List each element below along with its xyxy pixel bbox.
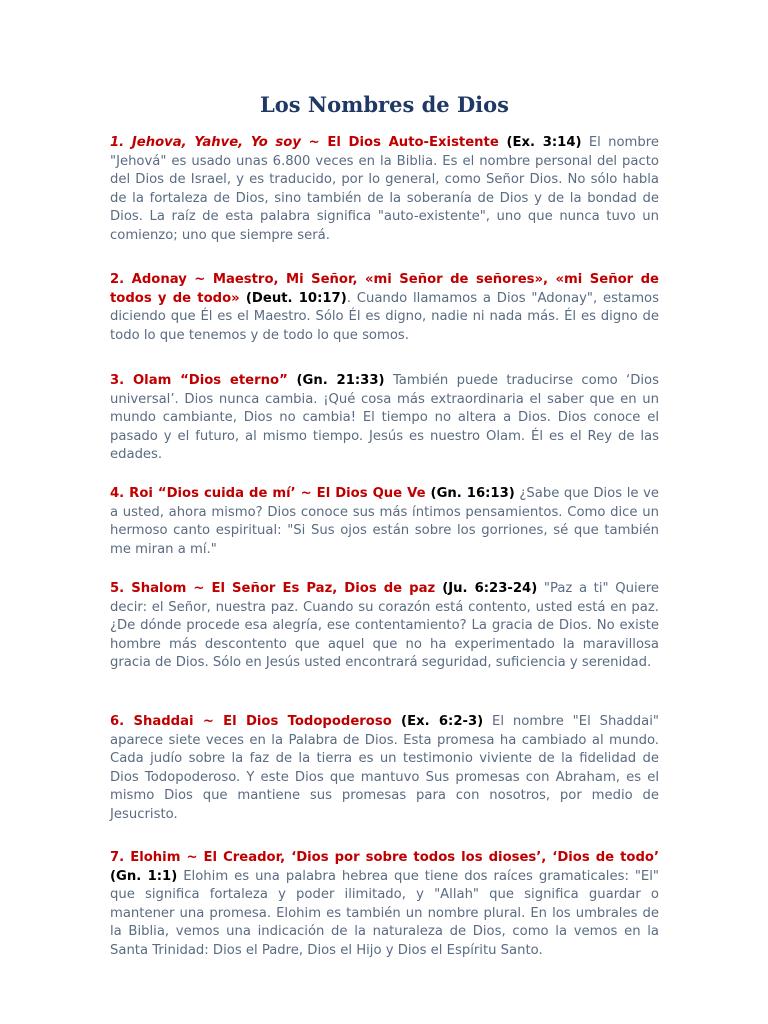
entry-name-subtitle: ~ El Dios Auto-Existente [300,135,499,150]
entry-text: El nombre "Jehová" es usado unas 6.800 veces en la Biblia. Es el nombre personal del pacto del Dios de Israel, y es traducido, por lo general, como Señor Dios. No sólo habla de la fortaleza de Dios, sino también de la soberanía de Dios y de la bondad de Dios. La raíz de esta palabra significa "auto-existente", uno que nunca tuvo un comienzo; uno que siempre será. [110,135,659,243]
entry-adonay [110,271,659,345]
entry-text: También puede traducirse como ‘Dios universal’. Dios nunca cambia. ¡Qué cosa más extraordinaria el saber que en un mundo cambiante, Dios no cambia! El tiempo no altera a Dios. Dios conoce el pasado y el futuro, al mismo tiempo. Jesús es nuestro Olam. Él es el Rey de las edades. [110,373,659,463]
entry-text: ¿Sabe que Dios le ve a usted, ahora mismo? Dios conoce sus más íntimos pensamientos. Como dice un hermoso canto espiritual: "Si Sus ojos están sobre los gorriones, sé que también me miran a mí." [110,486,659,557]
entry-jehova [110,134,659,246]
entry-reference: (Deut. 10:17) [239,290,347,306]
entry-name: 6. Shaddai ~ El Dios Todopoderoso [110,714,392,729]
entry-reference: (Gn. 1:1) [110,868,178,884]
entry-olam [110,372,659,465]
entry-reference: (Ju. 6:23-24) [435,581,538,596]
entry-name: 5. Shalom ~ El Señor Es Paz, Dios de paz [110,581,436,596]
entry-name: 7. Elohim ~ El Creador, ‘Dios por sobre todos los dioses’, ‘Dios de todo’ [110,850,659,865]
entry-name: 1. Jehova, Yahve, Yo soy [110,135,301,150]
entry-reference: (Ex. 3:14) [498,135,582,150]
entry-reference: (Ex. 6:2-3) [391,714,484,729]
entry-shaddai [110,713,659,825]
page-title: Los Nombres de Dios [260,92,509,117]
entry-name: 4. Roi “Dios cuida de mí’ ~ El Dios Que Ve [110,486,426,501]
entry-reference: (Gn. 21:33) [287,373,385,388]
entry-name: 2. Adonay ~ Maestro, Mi Señor, «mi Señor de señores», «mi Señor de todos y de todo» [110,272,659,306]
entry-text: "Paz a ti" Quiere decir: el Señor, nuestra paz. Cuando su corazón está contento, usted está en paz. ¿De dónde procede esa alegría, ese contentamiento? La gracia de Dios. No existe hombre más descontento que aquel que no ha experimentado la maravillosa gracia de Dios. Sólo en Jesús usted encontrará seguridad, suficiencia y serenidad. [110,581,659,671]
entry-shalom [110,580,659,673]
entry-text: . Cuando llamamos a Dios "Adonay", estamos diciendo que Él es el Maestro. Sólo Él es digno, nadie ni nada más. Él es digno de todo lo que tenemos y de todo lo que somos. [110,290,659,343]
entry-name: 3. Olam “Dios eterno” [110,373,288,388]
entry-roi [110,485,659,559]
entry-text: Elohim es una palabra hebrea que tiene dos raíces gramaticales: "El" que significa fortaleza y poder ilimitado, y "Allah" que significa guardar o mantener una promesa. Elohim es también un nombre plural. En los umbrales de la Biblia, vemos una indicación de la naturaleza de Dios, como la vemos en la Santa Trinidad: Dios el Padre, Dios el Hijo y Dios el Espíritu Santo. [110,868,659,958]
entry-reference: (Gn. 16:13) [425,486,515,501]
entry-text: El nombre "El Shaddai" aparece siete veces en la Palabra de Dios. Esta promesa ha cambiado al mundo. Cada judío sobre la faz de la tierra es un testimonio viviente de la fidelidad de Dios Todopoderoso. Y este Dios que mantuvo Sus promesas con Abraham, es el mismo Dios que mantiene sus promesas para con nosotros, por medio de Jesucristo. [110,714,659,822]
entry-elohim [110,849,659,961]
